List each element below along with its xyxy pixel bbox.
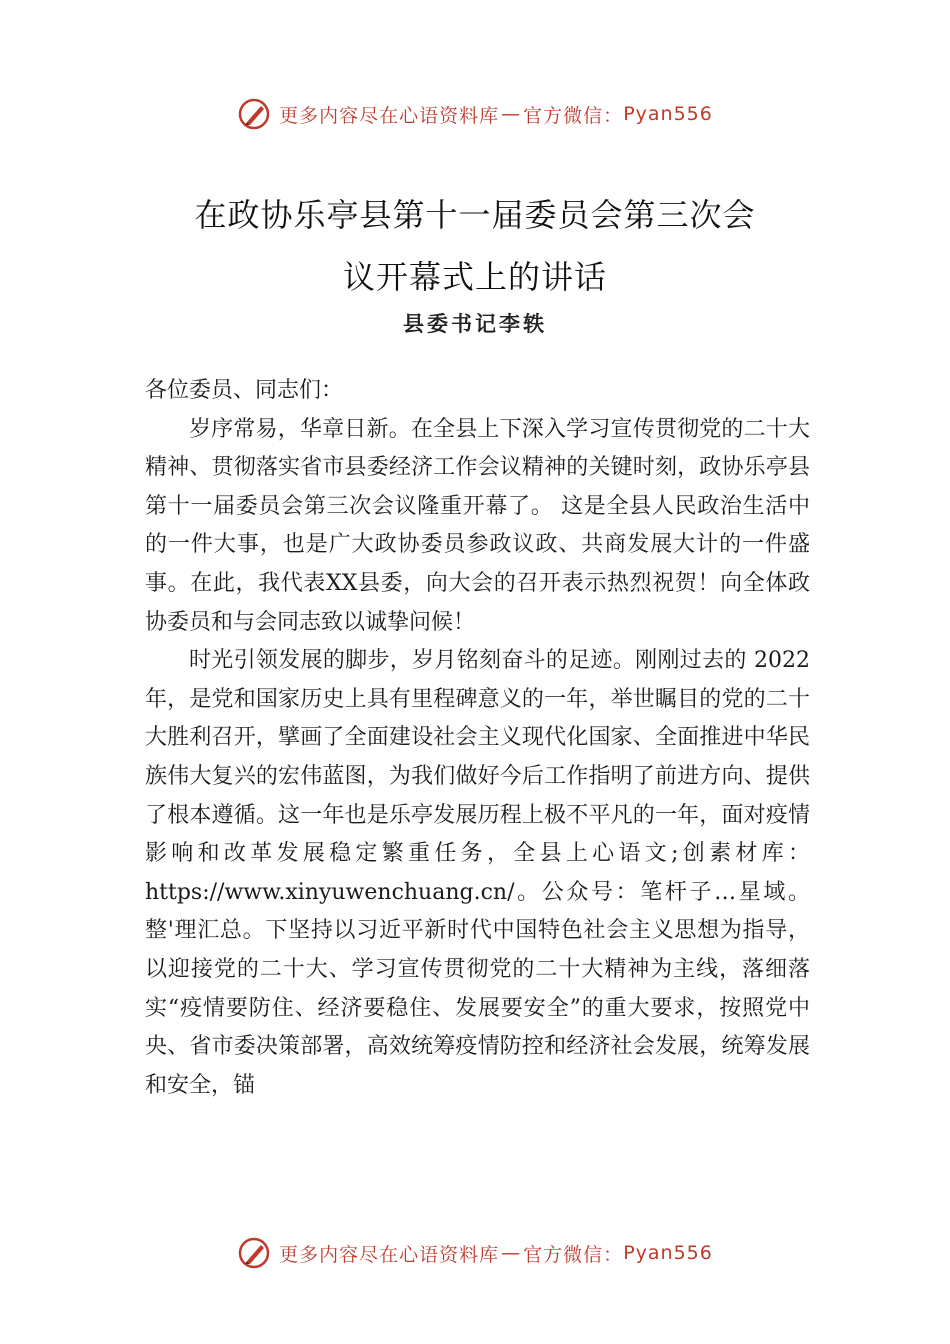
document-author: 县委书记李轶	[403, 311, 547, 336]
paragraph: 时光引领发展的脚步，岁月铭刻奋斗的足迹。刚刚过去的 2022 年，是党和国家历史上具有里程碑意义的一年，举世瞩目的党的二十大胜利召开，擘画了全面建设社会主义现代化国家、全面推进中华民族伟大复兴的宏伟蓝图，为我们做好今后工作指明了前进方向、提供了根本遵循。这一年也是乐亭发展历程上极不平凡的一年，面对疫情影响和改革发展稳定繁重任务，全县上心语文;创素材库：https://www.xinyuwenchuang.cn/。公众号：笔杆子…星域。整'理汇总。下坚持以习近平新时代中国特色社会主义思想为指导，以迎接党的二十大、学习宣传贯彻党的二十大精神为主线，落细落实“疫情要防住、经济要稳住、发展要安全”的重大要求，按照党中央、省市委决策部署，高效统筹疫情防控和经济社会发展，统筹发展和安全，锚	[145, 648, 810, 1098]
watermark-banner-bottom	[0, 1233, 950, 1273]
watermark-separator: —	[501, 1242, 522, 1264]
pen-logo-icon	[237, 97, 271, 131]
pen-logo-icon	[237, 1236, 271, 1270]
document-title-line1: 在政协乐亭县第十一届委员会第三次会	[194, 196, 756, 234]
salutation: 各位委员、同志们：	[145, 378, 344, 403]
watermark-banner-top	[0, 94, 950, 134]
document-body	[145, 372, 810, 1105]
document-title-line2: 议开幕式上的讲话	[342, 258, 607, 296]
paragraph: 岁序常易，华章日新。在全县上下深入学习宣传贯彻党的二十大精神、贯彻落实省市县委经济工作会议精神的关键时刻，政协乐亭县第十一届委员会第三次会议隆重开幕了。 这是全县人民政治生活中的一件大事，也是广大政协委员参政议政、共商发展大计的一件盛事。在此，我代表XX县委，向大会的召开表示热烈祝贺！向全体政协委员和与会同志致以诚挚问候！	[145, 416, 810, 635]
watermark-wechat-id: Pyan556	[623, 1242, 713, 1264]
watermark-text: 更多内容尽在心语资料库	[279, 1243, 500, 1266]
watermark-text: 更多内容尽在心语资料库	[279, 104, 500, 127]
watermark-wechat-label: 官方微信：	[523, 104, 624, 127]
watermark-wechat-id: Pyan556	[623, 103, 713, 125]
watermark-wechat-label: 官方微信：	[523, 1243, 624, 1266]
watermark-separator: —	[501, 103, 522, 125]
